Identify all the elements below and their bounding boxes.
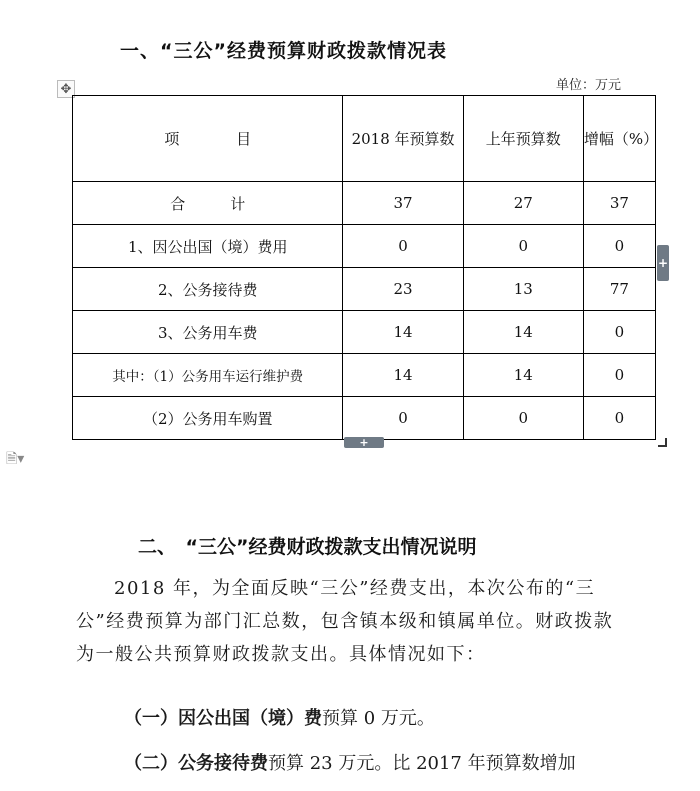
row-value: 14 — [343, 311, 463, 354]
row-value: 0 — [583, 311, 655, 354]
row-value: 37 — [343, 182, 463, 225]
table-header-row — [73, 96, 656, 182]
row-value: 0 — [463, 397, 583, 440]
table-row — [73, 397, 656, 440]
add-column-plus-icon[interactable]: + — [657, 245, 669, 281]
row-value: 13 — [463, 268, 583, 311]
header-growth: 增幅（%） — [583, 96, 655, 182]
row-value: 0 — [583, 354, 655, 397]
list-item — [124, 749, 576, 775]
item-label: （二）公务接待费 — [124, 753, 268, 774]
row-label: 3、公务用车费 — [73, 311, 343, 354]
row-value: 37 — [583, 182, 655, 225]
row-value: 14 — [463, 311, 583, 354]
add-row-plus-icon[interactable]: + — [344, 437, 384, 448]
table-move-handle-icon[interactable]: ✥ — [57, 80, 75, 98]
table-row — [73, 268, 656, 311]
row-value: 0 — [343, 397, 463, 440]
list-item — [124, 704, 435, 730]
item-text: 预算 23 万元。比 2017 年预算数增加 — [268, 753, 576, 774]
paste-options-document-icon[interactable]: 🗎▾ — [6, 451, 25, 467]
row-value: 0 — [583, 397, 655, 440]
row-label: 其中：（1）公务用车运行维护费 — [73, 354, 343, 397]
row-label: 合 计 — [73, 182, 343, 225]
item-label: （一）因公出国（境）费 — [124, 708, 322, 729]
row-value: 77 — [583, 268, 655, 311]
row-value: 23 — [343, 268, 463, 311]
row-label: 1、因公出国（境）费用 — [73, 225, 343, 268]
row-label: （2）公务用车购置 — [73, 397, 343, 440]
row-value: 27 — [463, 182, 583, 225]
header-item: 项 目 — [73, 96, 343, 182]
header-2018-budget: 2018 年预算数 — [343, 96, 463, 182]
table-row — [73, 182, 656, 225]
table-row — [73, 311, 656, 354]
table-row — [73, 225, 656, 268]
row-value: 0 — [343, 225, 463, 268]
row-value: 14 — [463, 354, 583, 397]
section-heading-1: 一、“三公”经费预算财政拨款情况表 — [120, 40, 447, 62]
table-row — [73, 354, 656, 397]
table-resize-handle-icon[interactable] — [658, 438, 667, 447]
section-heading-2: 二、 “三公”经费财政拨款支出情况说明 — [138, 536, 477, 558]
budget-table — [72, 95, 659, 440]
item-text: 预算 0 万元。 — [322, 708, 435, 729]
header-last-year-budget: 上年预算数 — [463, 96, 583, 182]
unit-label: 单位：万元 — [556, 78, 622, 93]
row-value: 0 — [583, 225, 655, 268]
row-value: 0 — [463, 225, 583, 268]
row-label: 2、公务接待费 — [73, 268, 343, 311]
row-value: 14 — [343, 354, 463, 397]
description-paragraph: 2018 年，为全面反映“三公”经费支出，本次公布的“三公”经费预算为部门汇总数，包含镇本级和镇属单位。财政拨款为一般公共预算财政拨款支出。具体情况如下： — [76, 578, 614, 665]
